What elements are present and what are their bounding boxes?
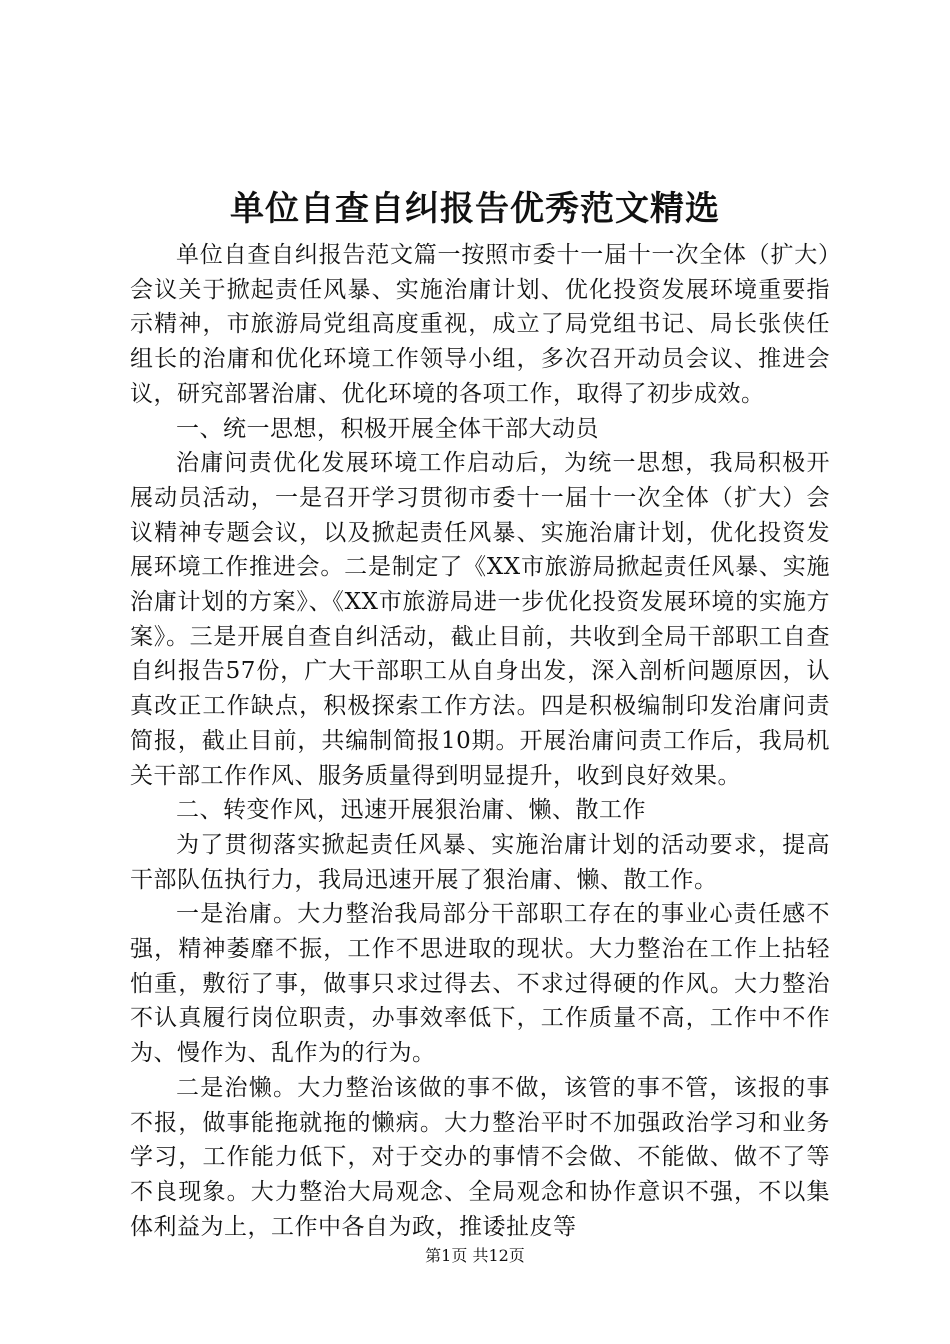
section-heading-1: 一、统一思想，积极开展全体干部大动员: [176, 415, 599, 442]
paragraph-work-style: 为了贯彻落实掀起责任风暴、实施治庸计划的活动要求，提高干部队伍执行力，我局迅速开展了狠治庸、懒、散工作。: [130, 831, 830, 893]
paragraph-mobilization: 治庸问责优化发展环境工作启动后，为统一思想，我局积极开展动员活动，一是召开学习贯彻市委十一届十一次全体（扩大）会议精神专题会议，以及掀起责任风暴、实施治庸计划，优化投资发展环境工作推进会。二是制定了《XX市旅游局掀起责任风暴、实施治庸计划的方案》、《XX市旅游局进一步优化投资发展环境的实施方案》。三是开展自查自纠活动，截止目前，共收到全局干部职工自查自纠报告57份，广大干部职工从自身出发，深入剖析问题原因，认真改正工作缺点，积极探索工作方法。四是积极编制印发治庸问责简报，截止目前，共编制简报10期。开展治庸问责工作后，我局机关干部工作作风、服务质量得到明显提升，收到良好效果。: [130, 450, 830, 789]
document-body: [130, 238, 830, 1244]
document-title: 单位自查自纠报告优秀范文精选: [230, 189, 720, 229]
page-number: 第1页 共12页: [425, 1246, 525, 1265]
paragraph-mediocrity: 一是治庸。大力整治我局部分干部职工存在的事业心责任感不强，精神萎靡不振，工作不思进取的现状。大力整治在工作上拈轻怕重，敷衍了事，做事只求过得去、不求过得硬的作风。大力整治不认真履行岗位职责，办事效率低下，工作质量不高，工作中不作为、慢作为、乱作为的行为。: [130, 901, 830, 1067]
paragraph-intro: 单位自查自纠报告范文篇一按照市委十一届十一次全体（扩大）会议关于掀起责任风暴、实施治庸计划、优化投资发展环境重要指示精神，市旅游局党组高度重视，成立了局党组书记、局长张侠任组长的治庸和优化环境工作领导小组，多次召开动员会议、推进会议，研究部署治庸、优化环境的各项工作，取得了初步成效。: [130, 242, 830, 407]
section-heading-2: 二、转变作风，迅速开展狠治庸、懒、散工作: [176, 797, 646, 824]
paragraph-laziness: 二是治懒。大力整治该做的事不做，该管的事不管，该报的事不报，做事能拖就拖的懒病。大力整治平时不加强政治学习和业务学习，工作能力低下，对于交办的事情不会做、不能做、做不了等不良现象。大力整治大局观念、全局观念和协作意识不强，不以集体利益为上，工作中各自为政，推诿扯皮等: [130, 1074, 830, 1240]
